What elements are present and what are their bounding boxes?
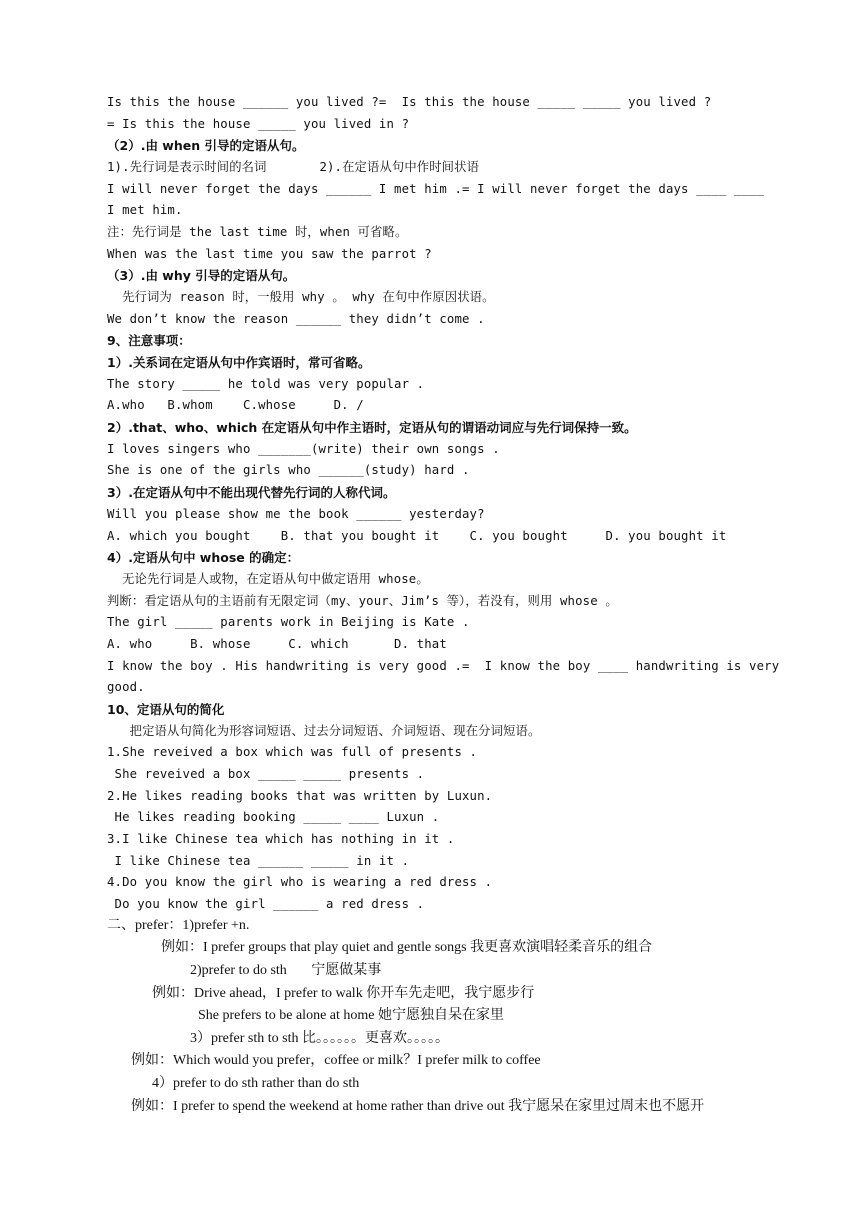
text-line: Do you know the girl ______ a red dress . bbox=[107, 897, 425, 911]
section-heading: 3）.在定语从句中不能出现代替先行词的人称代词。 bbox=[107, 485, 396, 500]
section-heading: 1）.关系词在定语从句中作宾语时，常可省略。 bbox=[107, 355, 371, 370]
text-line: 2)prefer to do sth 宁愿做某事 bbox=[190, 963, 382, 978]
text-line: The story _____ he told was very popular . bbox=[107, 377, 425, 391]
text-line: 例如：Drive ahead，I prefer to walk 你开车先走吧，我宁愿步行 bbox=[152, 986, 535, 1001]
text-line: 1.She reveived a box which was full of presents . bbox=[107, 745, 478, 759]
section-heading: 10、定语从句的简化 bbox=[107, 702, 225, 717]
text-line: I loves singers who _______(write) their own songs . bbox=[107, 442, 500, 456]
section-heading: 4）.定语从句中 whose 的确定： bbox=[107, 550, 300, 565]
text-line: Is this the house ______ you lived ?= Is this the house _____ _____ you lived ? bbox=[107, 95, 712, 109]
text-line: She is one of the girls who ______(study) hard . bbox=[107, 463, 470, 477]
text-line: A. which you bought B. that you bought it C. you bought D. you bought it bbox=[107, 529, 727, 543]
text-line: 注：先行词是 the last time 时，when 可省略。 bbox=[107, 225, 408, 239]
text-line: When was the last time you saw the parrot ? bbox=[107, 247, 432, 261]
text-line: 把定语从句简化为形容词短语、过去分词短语、介词短语、现在分词短语。 bbox=[107, 724, 541, 738]
text-line: 例如：I prefer to spend the weekend at home rather than drive out 我宁愿呆在家里过周末也不愿开 bbox=[131, 1099, 705, 1114]
text-line: 4）prefer to do sth rather than do sth bbox=[152, 1076, 360, 1091]
text-line: I will never forget the days ______ I met him .= I will never forget the days ____ ____ bbox=[107, 182, 765, 196]
text-line: A.who B.whom C.whose D. / bbox=[107, 398, 364, 412]
text-line: A. who B. whose C. which D. that bbox=[107, 637, 447, 651]
text-line: Will you please show me the book ______ yesterday? bbox=[107, 507, 485, 521]
text-line: The girl _____ parents work in Beijing is Kate . bbox=[107, 615, 470, 629]
text-line: 例如：Which would you prefer，coffee or milk？I prefer milk to coffee bbox=[131, 1053, 541, 1068]
section-heading: 9、注意事项： bbox=[107, 333, 191, 348]
text-line: 无论先行词是人或物，在定语从句中做定语用 whose。 bbox=[107, 572, 429, 586]
text-line: 4.Do you know the girl who is wearing a red dress . bbox=[107, 875, 493, 889]
text-line: I like Chinese tea ______ _____ in it . bbox=[107, 854, 410, 868]
text-line: 2.He likes reading books that was written by Luxun. bbox=[107, 789, 493, 803]
text-line: = Is this the house _____ you lived in ? bbox=[107, 117, 410, 131]
text-line: 先行词为 reason 时，一般用 why 。 why 在句中作原因状语。 bbox=[107, 290, 495, 304]
text-line: She reveived a box _____ _____ presents . bbox=[107, 767, 425, 781]
text-line: 3.I like Chinese tea which has nothing in it . bbox=[107, 832, 455, 846]
text-line: 例如：I prefer groups that play quiet and gentle songs 我更喜欢演唱轻柔音乐的组合 bbox=[161, 940, 653, 955]
text-line: 二、prefer：1)prefer +n. bbox=[107, 918, 250, 933]
text-line: He likes reading booking _____ ____ Luxun . bbox=[107, 810, 440, 824]
text-line: I know the boy . His handwriting is very good .= I know the boy ____ handwriting is very bbox=[107, 659, 780, 673]
text-line: 1).先行词是表示时间的名词 2).在定语从句中作时间状语 bbox=[107, 160, 480, 174]
text-line: I met him. bbox=[107, 203, 183, 217]
section-heading: （2）.由 when 引导的定语从句。 bbox=[107, 138, 305, 153]
text-line: She prefers to be alone at home 她宁愿独自呆在家里 bbox=[198, 1008, 504, 1023]
section-heading: （3）.由 why 引导的定语从句。 bbox=[107, 268, 296, 283]
text-line: We don’t know the reason ______ they didn’t come . bbox=[107, 312, 485, 326]
text-line: good. bbox=[107, 680, 145, 694]
section-heading: 2）.that、who、which 在定语从句中作主语时，定语从句的谓语动词应与先行词保持一致。 bbox=[107, 420, 637, 435]
text-line: 3）prefer sth to sth 比。。。。。。更喜欢。。。。。 bbox=[190, 1031, 449, 1046]
text-line: 判断：看定语从句的主语前有无限定词（my、your、Jim’s 等），若没有，则用 whose 。 bbox=[107, 594, 618, 608]
